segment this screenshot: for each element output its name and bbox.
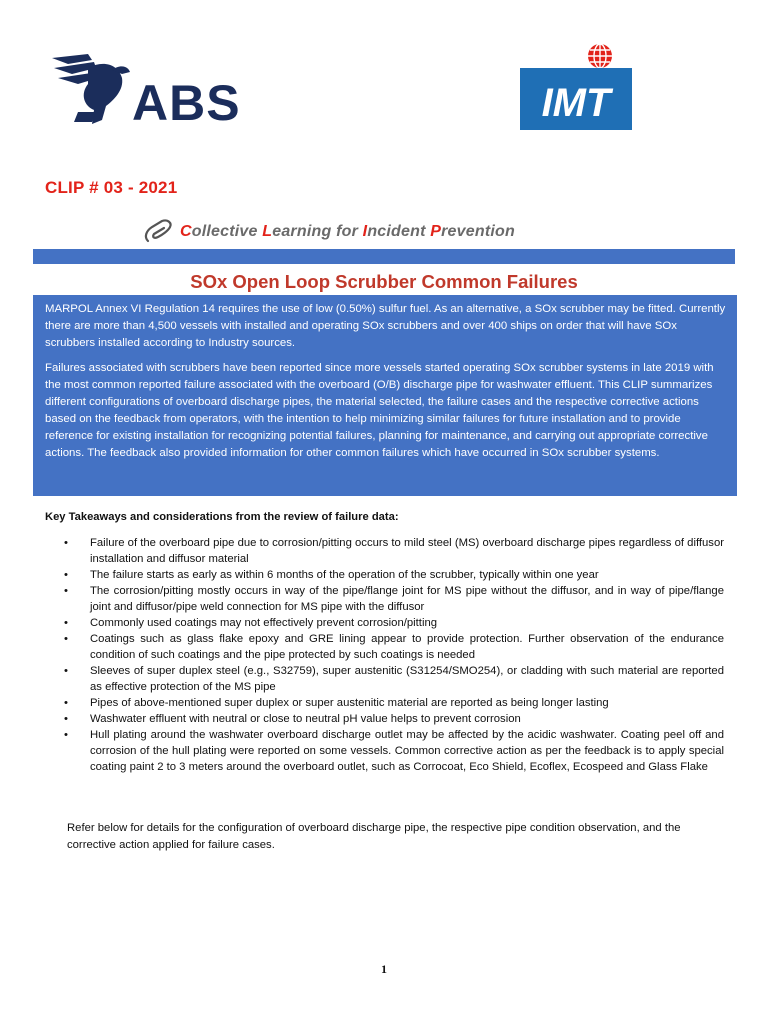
tagline xyxy=(142,218,622,246)
list-item: • Failure of the overboard pipe due to corrosion/pitting occurs to mild steel (MS) overboard discharge pipes regardless of diffusor installation and diffusor material xyxy=(64,537,724,565)
intro-paragraph: Failures associated with scrubbers have been reported since more vessels started operating SOx scrubber systems in late 2019 with the most common reported failure associated with the overboard (O/B) discharge pipe for washwater effluent. This CLIP summarizes different configurations of overboard discharge pipes, the material selected, the failure cases and the respective corrective actions based on the feedback from operators, with the intention to help minimizing similar failures for future installation and to provide reference for existing installation for recognizing potential failures, planning for maintenance, and carrying out appropriate corrective actions. The feedback also provided information for other common failures which have occurred in SOx scrubber systems. xyxy=(45,362,714,459)
page-number: 1 xyxy=(381,962,387,976)
imt-globe-icon xyxy=(520,42,632,134)
list-item: • The failure starts as early as within 6 months of the operation of the scrubber, typically within one year xyxy=(64,569,599,581)
list-item: • Pipes of above-mentioned super duplex or super austenitic material are reported as being longer lasting xyxy=(64,697,609,709)
paperclip-icon xyxy=(142,219,174,245)
list-item: • Sleeves of super duplex steel (e.g., S32759), super austenitic (S31254/SMO254), or cladding with such material are reported as effective protection of the MS pipe xyxy=(64,665,724,693)
takeaways-heading: Key Takeaways and considerations from the review of failure data: xyxy=(45,511,399,523)
takeaways-list xyxy=(64,535,724,775)
list-item: • Commonly used coatings may not effectively prevent corrosion/pitting xyxy=(64,617,438,629)
list-item: • Coatings such as glass flake epoxy and GRE lining appear to provide protection. Further observation of the endurance condition of such coatings and the pipe protected by such coatings is needed xyxy=(64,633,724,661)
header-divider-bar xyxy=(33,249,735,264)
intro-box xyxy=(33,295,737,496)
list-item: • Hull plating around the washwater overboard discharge outlet may be affected by the acidic washwater. Coating peel off and corrosion of the hull plating were reported on some vessels. Common corrective action as per the feedback is to apply special coating paint 2 to 3 meters around the overboard outlet, such as Corrocoat, Eco Shield, Ecoflex, Ecospeed and Glass Flake xyxy=(64,729,724,773)
abs-logo xyxy=(48,50,241,131)
intro-paragraph: MARPOL Annex VI Regulation 14 requires the use of low (0.50%) sulfur fuel. As an alternative, a SOx scrubber may be fitted. Currently there are more than 4,500 vessels with installed and operating SOx scrubbers and over 400 ships on order that will have SOx scrubbers installed according to Industry sources. xyxy=(45,303,726,349)
clip-number: CLIP # 03 - 2021 xyxy=(45,178,178,197)
imt-logo xyxy=(520,42,632,134)
abs-eagle-icon xyxy=(48,50,241,131)
list-item: • Washwater effluent with neutral or close to neutral pH value helps to prevent corrosion xyxy=(64,713,521,725)
list-item: • The corrosion/pitting mostly occurs in way of the pipe/flange joint for MS pipe without the diffusor, and in way of pipe/flange joint and diffusor/pipe weld connection for MS pipe with the diffusor xyxy=(64,585,724,613)
svg-text:ABS: ABS xyxy=(132,75,241,131)
svg-text:IMT: IMT xyxy=(541,81,611,125)
document-title: SOx Open Loop Scrubber Common Failures xyxy=(190,271,578,292)
tagline-text: Collective Learning for Incident Prevention xyxy=(180,223,515,240)
refer-paragraph: Refer below for details for the configuration of overboard discharge pipe, the respective pipe condition observation, and the corrective action applied for failure cases. xyxy=(67,822,681,851)
